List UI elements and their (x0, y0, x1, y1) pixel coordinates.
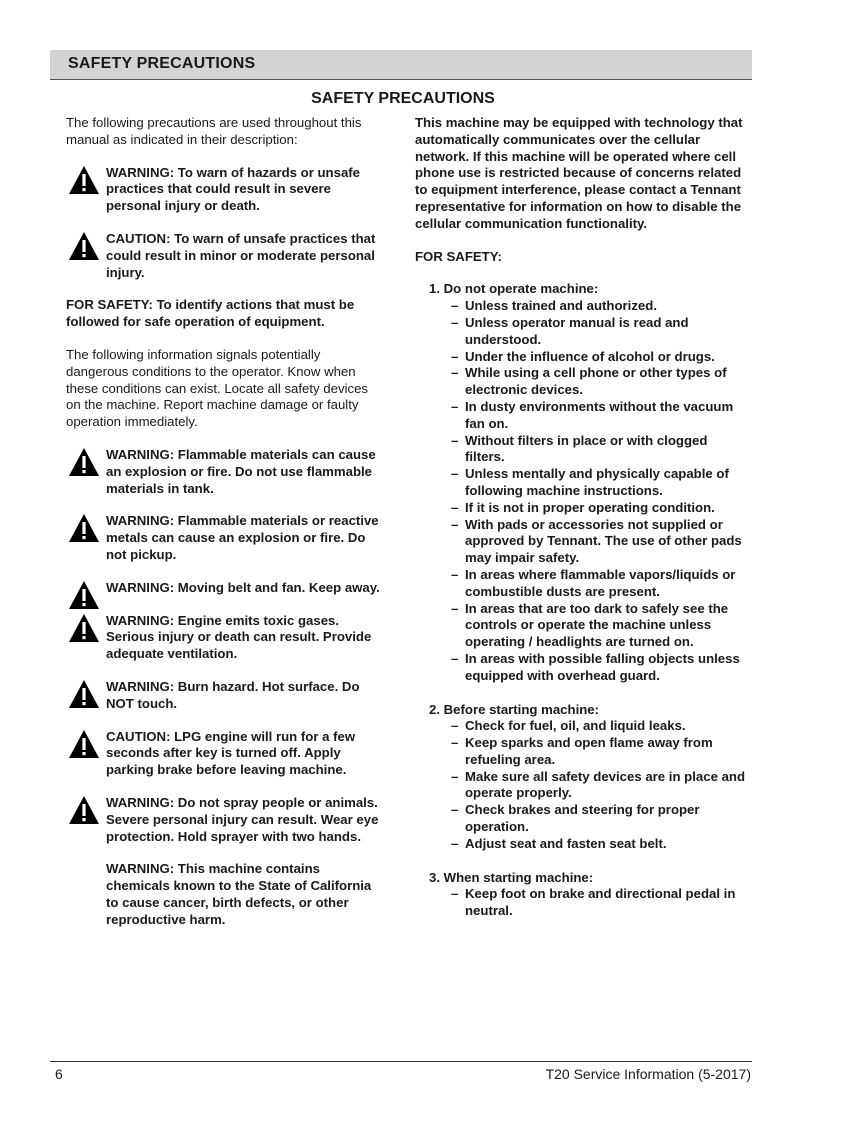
safety-list-items (415, 298, 745, 684)
safety-list-items (415, 886, 745, 920)
left-column (66, 115, 386, 928)
list-dash: – (451, 314, 459, 330)
list-item (415, 651, 745, 685)
list-item-text: Check for fuel, oil, and liquid leaks. (465, 718, 686, 734)
warning-notice-text: WARNING: Flammable materials can cause an explosion or fire. Do not use flammable materials in tank. (106, 446, 376, 496)
list-dash: – (451, 650, 459, 666)
warning-notice (66, 795, 386, 845)
list-item-text: In areas with possible falling objects unless equipped with overhead guard. (465, 650, 740, 683)
warning-triangle-icon (68, 165, 100, 195)
list-item (415, 349, 745, 366)
list-item (415, 769, 745, 803)
list-item-text: Make sure all safety devices are in place and operate properly. (465, 768, 746, 801)
list-item-text: Unless trained and authorized. (465, 298, 657, 314)
section-title: SAFETY PRECAUTIONS (68, 55, 256, 72)
warning-triangle-icon (68, 447, 100, 477)
safety-list-block (415, 702, 745, 853)
list-dash: – (451, 886, 459, 902)
list-dash: – (451, 516, 459, 532)
list-item (415, 735, 745, 769)
list-item-text: Unless operator manual is read and understood. (465, 314, 689, 347)
list-item-text: Check brakes and steering for proper operation. (465, 802, 700, 835)
safety-list-heading: 2. Before starting machine: (429, 701, 600, 717)
list-dash: – (451, 835, 459, 851)
warning-notice-text: WARNING: Moving belt and fan. Keep away. (106, 579, 380, 595)
list-dash: – (451, 466, 459, 482)
safety-list-heading: 3. When starting machine: (429, 869, 594, 885)
warning-definition-text: WARNING: To warn of hazards or unsafe practices that could result in severe personal injury or death. (106, 164, 360, 214)
warning-triangle-icon (68, 613, 100, 643)
list-item-text: Under the influence of alcohol or drugs. (465, 348, 715, 364)
list-dash: – (451, 298, 459, 314)
list-item (415, 433, 745, 467)
safety-list-heading: 1. Do not operate machine: (429, 281, 599, 297)
list-item (415, 601, 745, 651)
warning-triangle-icon (68, 231, 100, 261)
list-item (415, 836, 745, 853)
list-item-text: Unless mentally and physically capable of following machine instructions. (465, 466, 729, 498)
warning-triangle-icon (68, 580, 100, 610)
list-item-text: Keep foot on brake and directional pedal in neutral. (465, 886, 736, 919)
warning-notice-text: WARNING: Do not spray people or animals. Severe personal injury can result. Wear eye protection. Hold sprayer with two hands. (106, 794, 379, 844)
warning-triangle-icon (68, 679, 100, 709)
warning-notice-text: WARNING: Burn hazard. Hot surface. Do NOT touch. (106, 678, 360, 711)
list-item (415, 886, 745, 920)
list-dash: – (451, 768, 459, 784)
list-dash: – (451, 365, 459, 381)
list-item (415, 718, 745, 735)
footer-rule (50, 1061, 752, 1062)
page-number: 6 (55, 1066, 63, 1082)
signals-intro-text: The following information signals potentially dangerous conditions to the operator. Know when these conditions can exist. Locate all safety devices on the machine. Report machine damage or faulty operation immediately. (66, 346, 369, 430)
warning-notice-text: CAUTION: LPG engine will run for a few seconds after key is turned off. Apply parking brake before leaving machine. (106, 728, 356, 778)
safety-list-items (415, 718, 745, 852)
list-item-text: Without filters in place or with clogged filters. (465, 432, 708, 465)
list-item (415, 802, 745, 836)
list-item-text: While using a cell phone or other types of electronic devices. (465, 365, 727, 398)
caution-definition-text: CAUTION: To warn of unsafe practices that could result in minor or moderate personal injury. (106, 230, 376, 280)
list-item (415, 500, 745, 517)
list-dash: – (451, 600, 459, 616)
list-item-text: In areas where flammable vapors/liquids or combustible dusts are present. (465, 566, 736, 599)
safety-list-block (415, 281, 745, 684)
prop65-warning: WARNING: This machine contains chemicals known to the State of California to cause cancer, birth defects, or other reproductive harm. (106, 861, 372, 927)
warning-notice-text: WARNING: Engine emits toxic gases. Serious injury or death can result. Provide adequate ventilation. (106, 612, 372, 662)
list-item-text: In areas that are too dark to safely see the controls or operate the machine unless operating / headlights are turned on. (465, 600, 729, 650)
right-column (415, 115, 745, 920)
list-dash: – (451, 566, 459, 582)
list-item (415, 466, 745, 500)
list-item (415, 365, 745, 399)
warning-triangle-icon (68, 795, 100, 825)
list-dash: – (451, 499, 459, 515)
warning-notice-text: WARNING: Flammable materials or reactive metals can cause an explosion or fire. Do not pickup. (106, 513, 379, 562)
list-item-text: If it is not in proper operating condition. (465, 499, 715, 515)
warning-notice (66, 513, 386, 563)
list-item (415, 517, 745, 567)
list-item (415, 567, 745, 601)
warning-notice (66, 679, 386, 713)
warning-notice (66, 580, 386, 597)
intro-text: The following precautions are used throughout this manual as indicated in their description: (66, 115, 362, 147)
warning-notice (66, 729, 386, 779)
for-safety-heading: FOR SAFETY: (415, 248, 502, 264)
document-title: T20 Service Information (5-2017) (545, 1066, 751, 1082)
for-safety-definition: FOR SAFETY: To identify actions that must be followed for safe operation of equipment. (66, 297, 355, 330)
list-item (415, 315, 745, 349)
warning-notices-list (66, 447, 386, 845)
list-item (415, 298, 745, 315)
warning-definition (66, 165, 386, 215)
cellular-notice: This machine may be equipped with technology that automatically communicates over the cellular network. If this machine will be operated where cell phone use is restricted because of concerns related to equipment interference, please contact a Tennant representative for information on how to disable the cellular communication functionality. (415, 115, 743, 231)
list-item (415, 399, 745, 433)
warning-triangle-icon (68, 513, 100, 543)
list-dash: – (451, 432, 459, 448)
warning-triangle-icon (68, 729, 100, 759)
list-item-text: With pads or accessories not supplied or approved by Tennant. The use of other pads may impair safety. (465, 516, 742, 566)
list-dash: – (451, 735, 459, 751)
list-dash: – (451, 348, 459, 364)
list-item-text: In dusty environments without the vacuum fan on. (465, 398, 734, 431)
list-dash: – (451, 398, 459, 414)
caution-definition (66, 231, 386, 281)
safety-list-block (415, 870, 745, 920)
warning-notice (66, 447, 386, 497)
list-item-text: Adjust seat and fasten seat belt. (465, 835, 667, 851)
section-header-bar (50, 50, 752, 80)
page-title: SAFETY PRECAUTIONS (311, 90, 495, 107)
list-dash: – (451, 718, 459, 734)
warning-notice (66, 613, 386, 663)
list-dash: – (451, 802, 459, 818)
list-item-text: Keep sparks and open flame away from refueling area. (465, 735, 713, 767)
safety-lists (415, 281, 745, 920)
